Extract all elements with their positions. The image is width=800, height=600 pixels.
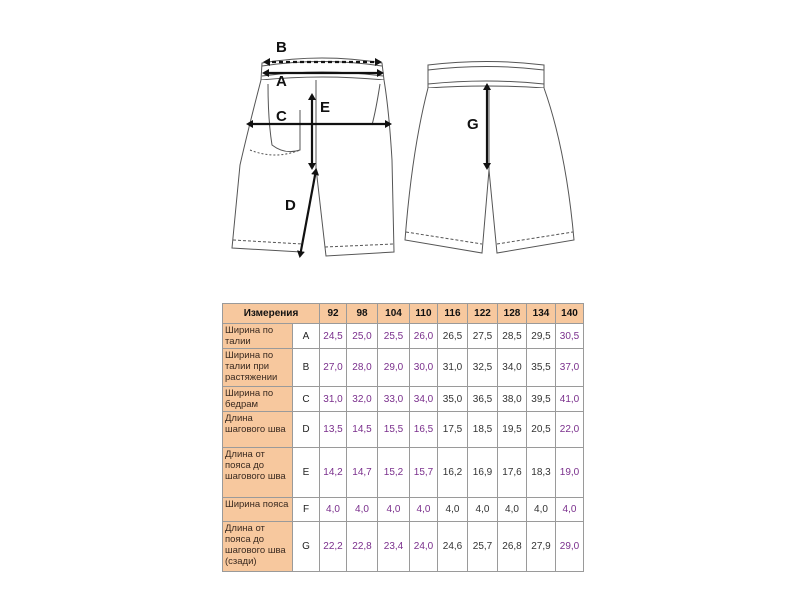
table-row [223, 498, 584, 522]
value-cell: 16,9 [468, 448, 498, 498]
value-cell: 30,0 [410, 349, 438, 387]
value-cell: 31,0 [320, 387, 347, 412]
measurement-code: B [293, 349, 320, 387]
value-cell: 29,0 [556, 522, 584, 572]
value-cell: 34,0 [410, 387, 438, 412]
value-cell: 4,0 [410, 498, 438, 522]
value-cell: 19,0 [556, 448, 584, 498]
header-size-140: 140 [556, 304, 584, 324]
table-row [223, 349, 584, 387]
table-row [223, 324, 584, 349]
label-d: D [285, 197, 296, 214]
table-row [223, 522, 584, 572]
table-row [223, 412, 584, 448]
value-cell: 20,5 [527, 412, 556, 448]
value-cell: 13,5 [320, 412, 347, 448]
value-cell: 14,2 [320, 448, 347, 498]
value-cell: 4,0 [556, 498, 584, 522]
value-cell: 29,5 [527, 324, 556, 349]
value-cell: 26,0 [410, 324, 438, 349]
value-cell: 17,6 [498, 448, 527, 498]
value-cell: 4,0 [378, 498, 410, 522]
value-cell: 26,8 [498, 522, 527, 572]
measurement-code: F [293, 498, 320, 522]
header-size-104: 104 [378, 304, 410, 324]
value-cell: 37,0 [556, 349, 584, 387]
measurement-name: Ширина по талии [223, 324, 293, 349]
table-row [223, 448, 584, 498]
header-size-92: 92 [320, 304, 347, 324]
header-size-134: 134 [527, 304, 556, 324]
value-cell: 26,5 [438, 324, 468, 349]
value-cell: 22,0 [556, 412, 584, 448]
value-cell: 32,5 [468, 349, 498, 387]
header-size-110: 110 [410, 304, 438, 324]
header-size-128: 128 [498, 304, 527, 324]
value-cell: 41,0 [556, 387, 584, 412]
value-cell: 35,0 [438, 387, 468, 412]
value-cell: 24,5 [320, 324, 347, 349]
value-cell: 16,2 [438, 448, 468, 498]
value-cell: 14,5 [347, 412, 378, 448]
value-cell: 4,0 [468, 498, 498, 522]
value-cell: 4,0 [527, 498, 556, 522]
table-row [223, 387, 584, 412]
value-cell: 22,2 [320, 522, 347, 572]
measurement-name: Ширина пояса [223, 498, 293, 522]
value-cell: 22,8 [347, 522, 378, 572]
size-table [222, 303, 584, 572]
value-cell: 4,0 [320, 498, 347, 522]
header-size-98: 98 [347, 304, 378, 324]
value-cell: 30,5 [556, 324, 584, 349]
value-cell: 15,7 [410, 448, 438, 498]
header-size-122: 122 [468, 304, 498, 324]
value-cell: 27,0 [320, 349, 347, 387]
value-cell: 19,5 [498, 412, 527, 448]
value-cell: 27,9 [527, 522, 556, 572]
value-cell: 27,5 [468, 324, 498, 349]
value-cell: 25,0 [347, 324, 378, 349]
header-size-116: 116 [438, 304, 468, 324]
value-cell: 38,0 [498, 387, 527, 412]
measurement-name: Ширина по бедрам [223, 387, 293, 412]
value-cell: 25,7 [468, 522, 498, 572]
value-cell: 31,0 [438, 349, 468, 387]
value-cell: 14,7 [347, 448, 378, 498]
value-cell: 15,5 [378, 412, 410, 448]
value-cell: 4,0 [498, 498, 527, 522]
value-cell: 23,4 [378, 522, 410, 572]
table-body [223, 324, 584, 572]
value-cell: 16,5 [410, 412, 438, 448]
measurement-name: Длина от пояса до шагового шва (сзади) [223, 522, 293, 572]
label-a: A [276, 73, 287, 90]
measurement-code: E [293, 448, 320, 498]
measurement-name: Длина от пояса до шагового шва [223, 448, 293, 498]
value-cell: 36,5 [468, 387, 498, 412]
measurement-name: Длина шагового шва [223, 412, 293, 448]
value-cell: 35,5 [527, 349, 556, 387]
label-e: E [320, 99, 331, 116]
shorts-back-view [405, 62, 574, 254]
value-cell: 18,3 [527, 448, 556, 498]
value-cell: 28,5 [498, 324, 527, 349]
measurement-code: A [293, 324, 320, 349]
label-c: C [276, 108, 287, 125]
value-cell: 25,5 [378, 324, 410, 349]
table-header-row [223, 304, 584, 324]
value-cell: 33,0 [378, 387, 410, 412]
measurement-code: C [293, 387, 320, 412]
value-cell: 24,0 [410, 522, 438, 572]
value-cell: 32,0 [347, 387, 378, 412]
value-cell: 34,0 [498, 349, 527, 387]
value-cell: 39,5 [527, 387, 556, 412]
value-cell: 4,0 [438, 498, 468, 522]
value-cell: 4,0 [347, 498, 378, 522]
value-cell: 15,2 [378, 448, 410, 498]
measurement-code: G [293, 522, 320, 572]
measurement-code: D [293, 412, 320, 448]
value-cell: 18,5 [468, 412, 498, 448]
value-cell: 28,0 [347, 349, 378, 387]
value-cell: 29,0 [378, 349, 410, 387]
value-cell: 17,5 [438, 412, 468, 448]
label-b: B [276, 39, 287, 56]
label-g: G [467, 116, 479, 133]
header-measurements: Измерения [223, 304, 320, 324]
value-cell: 24,6 [438, 522, 468, 572]
measurement-name: Ширина по талии при растяжении [223, 349, 293, 387]
